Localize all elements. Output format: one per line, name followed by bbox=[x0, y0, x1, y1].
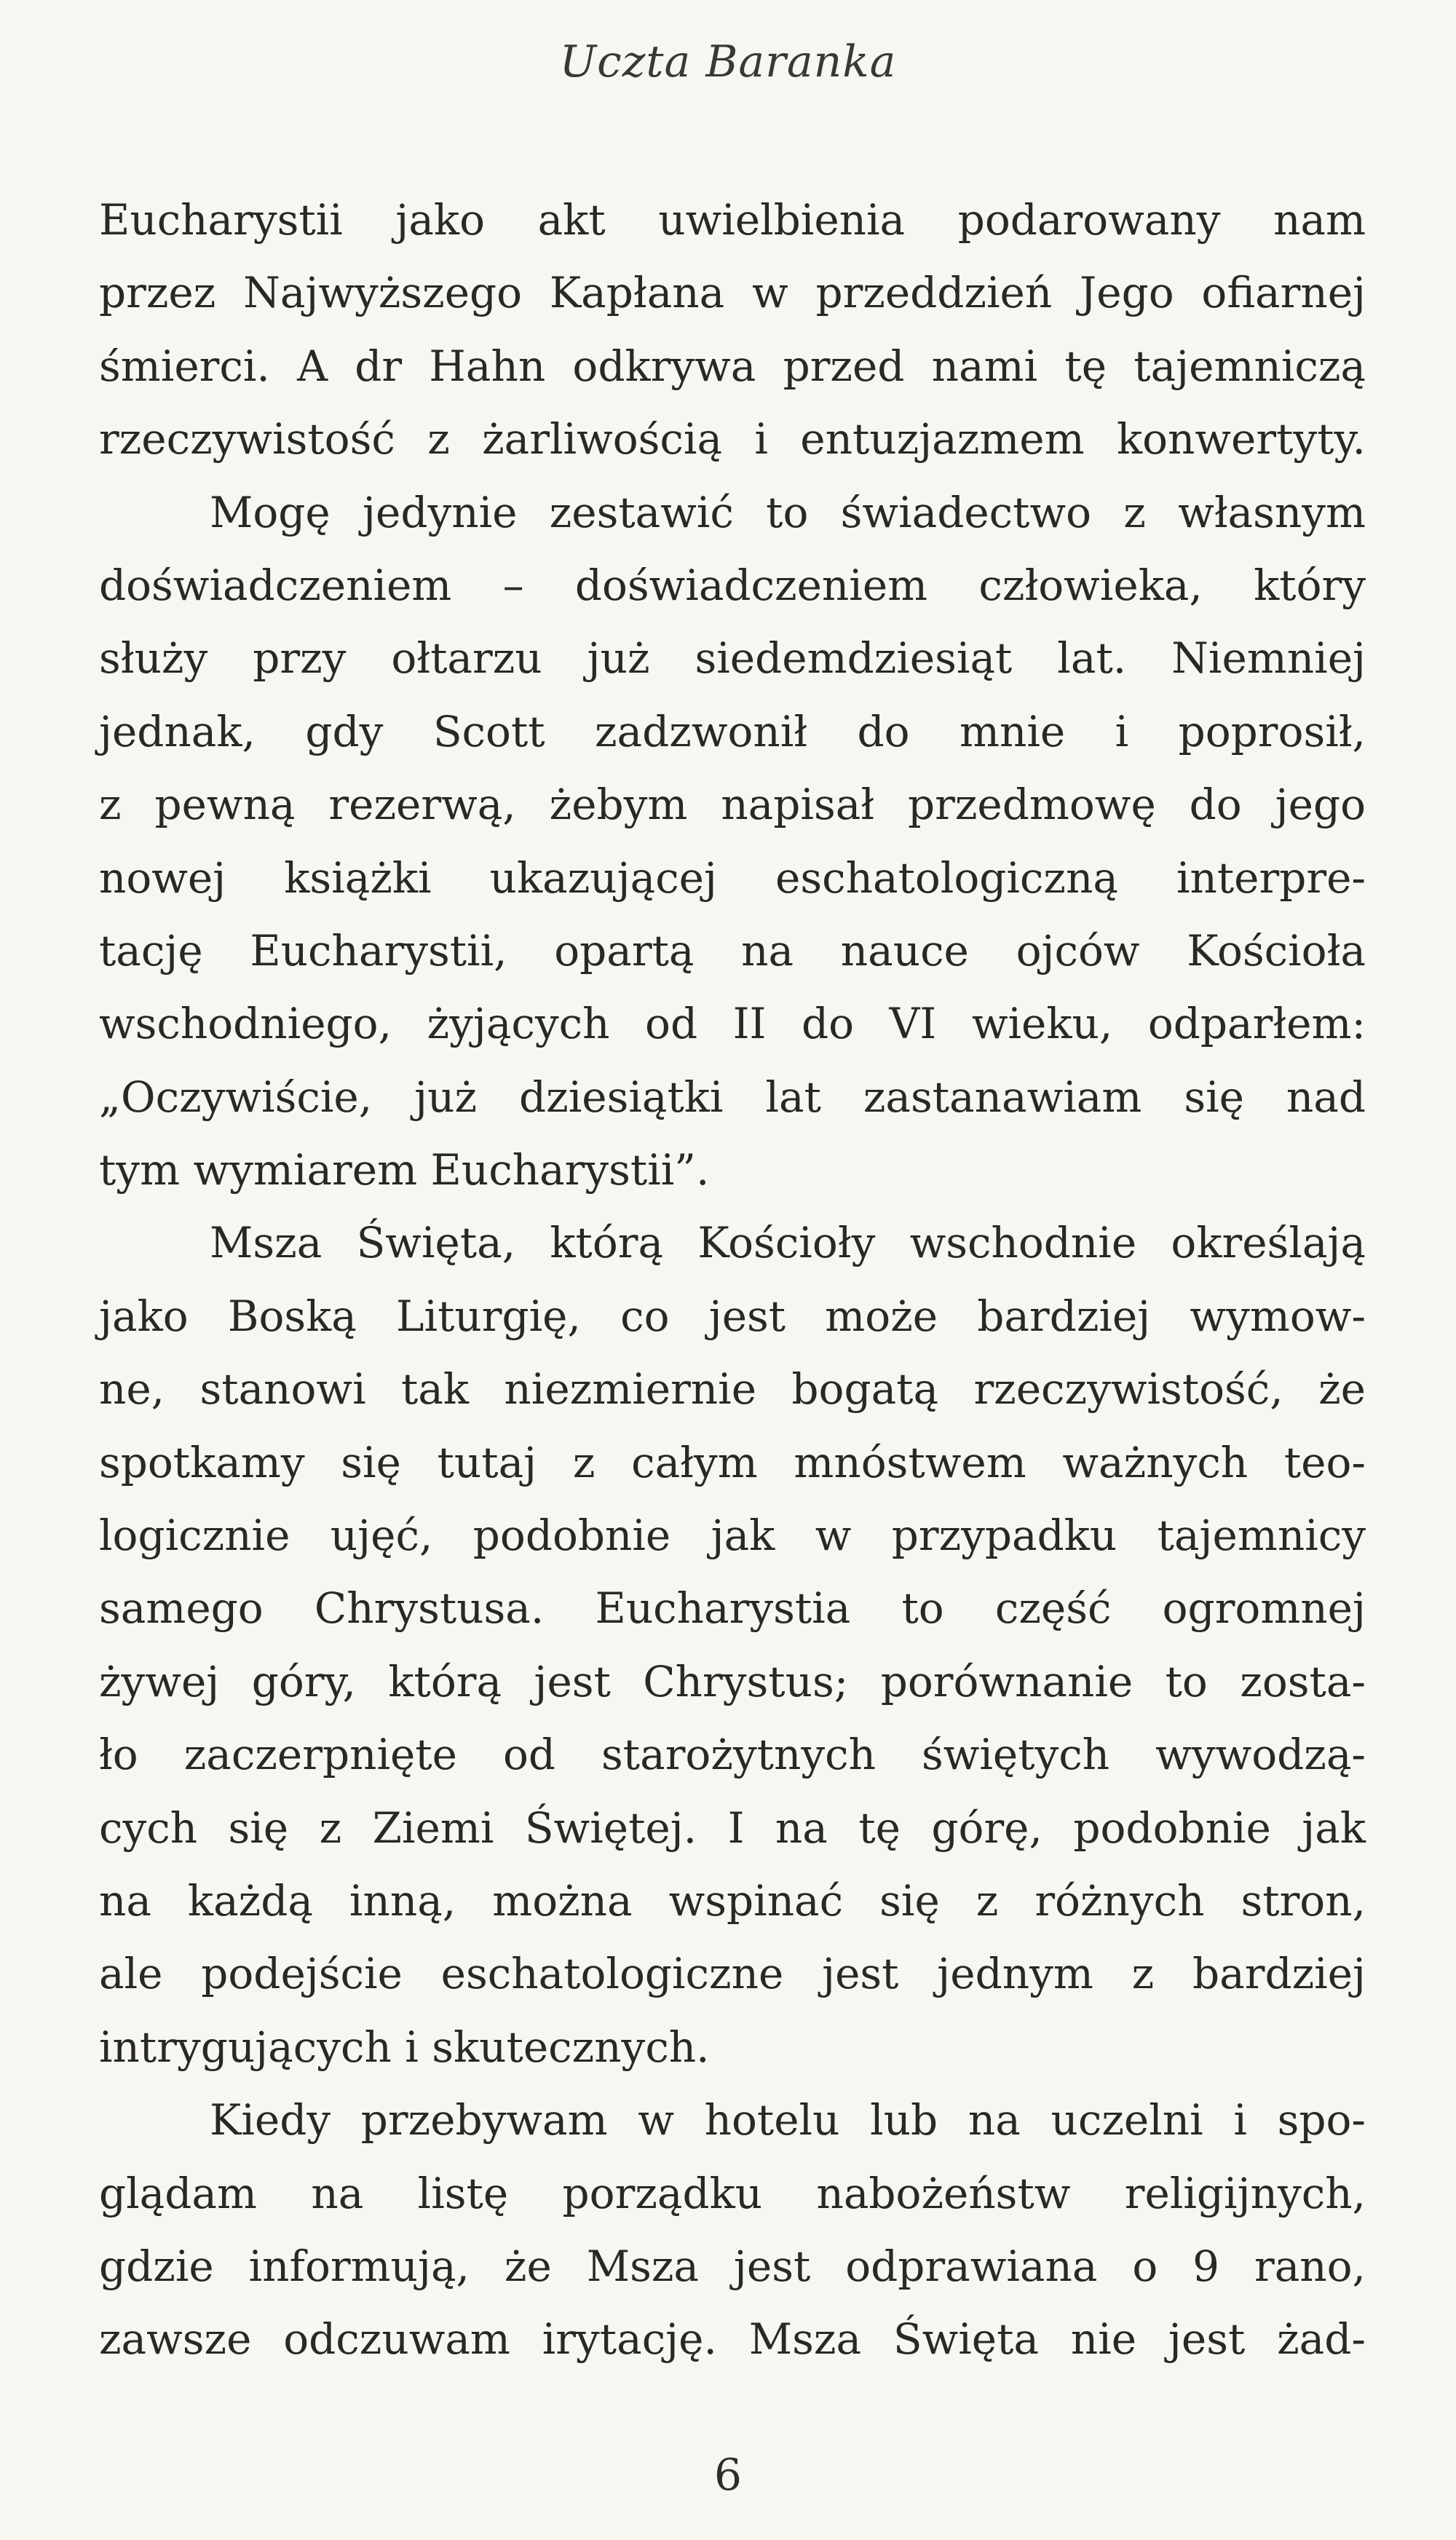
text-line: nowej książki ukazującej eschatologiczną interpre- bbox=[99, 852, 1366, 903]
text-line: tym wymiarem Eucharystii”. bbox=[99, 1145, 710, 1195]
text-line: Msza Święta, którą Kościoły wschodnie określają bbox=[210, 1218, 1366, 1268]
text-line: „Oczywiście, już dziesiątki lat zastanawiam się nad bbox=[99, 1072, 1366, 1122]
text-line: służy przy ołtarzu już siedemdziesiąt lat. Niemniej bbox=[99, 633, 1366, 684]
text-line: wschodniego, żyjących od II do VI wieku, odparłem: bbox=[99, 999, 1366, 1049]
running-head: Uczta Baranka bbox=[559, 36, 897, 87]
text-line: intrygujących i skutecznych. bbox=[99, 2022, 710, 2072]
text-line: tację Eucharystii, opartą na nauce ojców Kościoła bbox=[99, 925, 1366, 976]
text-line: Kiedy przebywam w hotelu lub na uczelni i spo- bbox=[210, 2095, 1366, 2145]
text-line: jako Boską Liturgię, co jest może bardziej wymow- bbox=[99, 1291, 1366, 1341]
page-number: 6 bbox=[713, 2450, 743, 2501]
paragraph-4 bbox=[99, 2084, 1366, 2376]
text-line: logicznie ujęć, podobnie jak w przypadku tajemnicy bbox=[99, 1511, 1366, 1561]
text-line: przez Najwyższego Kapłana w przeddzień Jego ofiarnej bbox=[99, 268, 1366, 318]
text-line: na każdą inną, można wspinać się z różnych stron, bbox=[99, 1875, 1366, 1926]
text-line: Mogę jedynie zestawić to świadectwo z własnym bbox=[210, 487, 1366, 537]
text-line: ło zaczerpnięte od starożytnych świętych wywodzą- bbox=[99, 1730, 1366, 1780]
text-line: Eucharystii jako akt uwielbienia podarowany nam bbox=[99, 195, 1366, 245]
text-line: spotkamy się tutaj z całym mnóstwem ważnych teo- bbox=[99, 1437, 1366, 1487]
paragraph-2 bbox=[99, 476, 1366, 1207]
text-line: gdzie informują, że Msza jest odprawiana o 9 rano, bbox=[99, 2241, 1366, 2291]
body-text bbox=[99, 183, 1366, 2376]
text-line: jednak, gdy Scott zadzwonił do mnie i poprosił, bbox=[99, 706, 1366, 756]
text-line: doświadczeniem – doświadczeniem człowieka, który bbox=[99, 560, 1366, 610]
text-line: z pewną rezerwą, żebym napisał przedmowę do jego bbox=[99, 780, 1366, 830]
text-line: glądam na listę porządku nabożeństw religijnych, bbox=[99, 2168, 1366, 2218]
text-line: ale podejście eschatologiczne jest jednym z bardziej bbox=[99, 1949, 1366, 1999]
text-line: śmierci. A dr Hahn odkrywa przed nami tę tajemniczą bbox=[99, 341, 1366, 391]
text-line: rzeczywistość z żarliwością i entuzjazmem konwertyty. bbox=[99, 414, 1366, 464]
paragraph-1 bbox=[99, 183, 1366, 476]
text-line: zawsze odczuwam irytację. Msza Święta nie jest żad- bbox=[99, 2314, 1366, 2365]
paragraph-3 bbox=[99, 1206, 1366, 2084]
text-line: żywej góry, którą jest Chrystus; porównanie to zosta- bbox=[99, 1656, 1366, 1706]
text-line: samego Chrystusa. Eucharystia to część ogromnej bbox=[99, 1583, 1366, 1634]
text-line: cych się z Ziemi Świętej. I na tę górę, podobnie jak bbox=[99, 1803, 1366, 1853]
text-line: ne, stanowi tak niezmiernie bogatą rzeczywistość, że bbox=[99, 1364, 1366, 1415]
